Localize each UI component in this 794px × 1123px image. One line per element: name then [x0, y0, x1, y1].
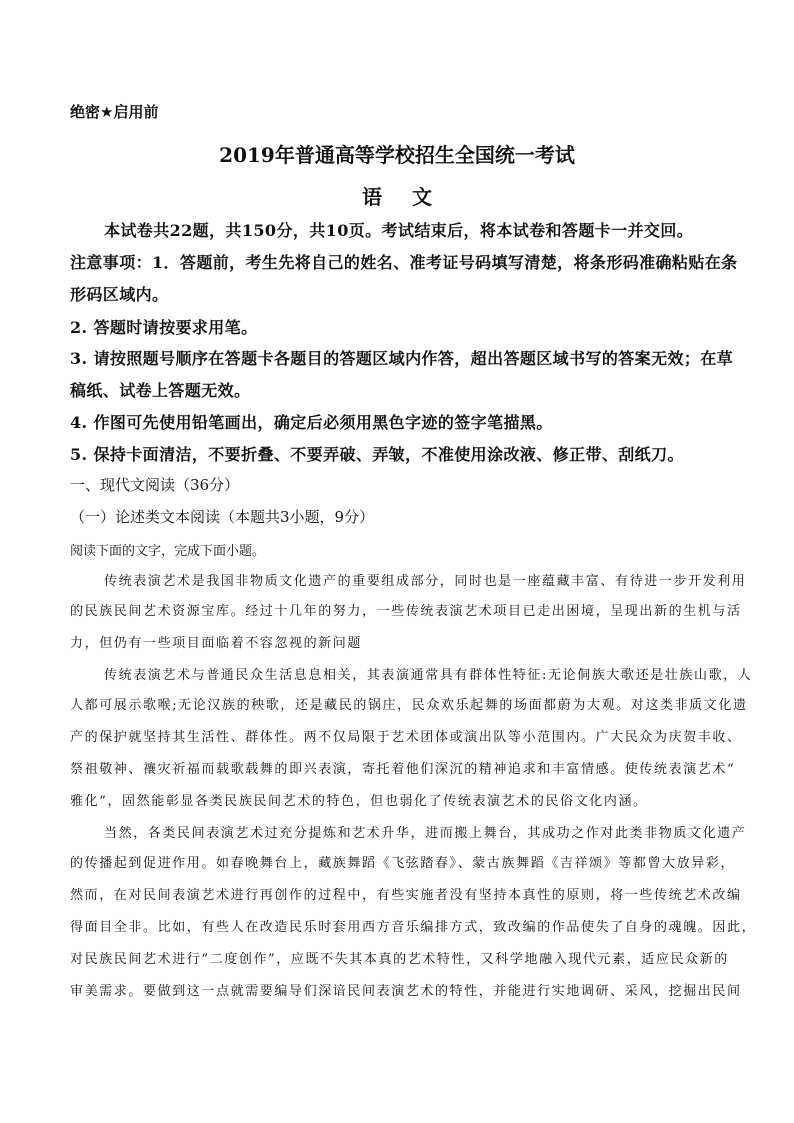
subject-title: 语文 [362, 185, 462, 209]
reading-instruction: 阅读下面的文字，完成下面小题。 [70, 544, 266, 559]
passage-line: 当然，各类民间表演艺术过充分提炼和艺术升华，进而搬上舞台，其成功之作对此类非物质文化遗产 [104, 826, 747, 841]
passage-line: 的民族民间艺术资源宝库。经过十几年的努力，一些传统表演艺术项目已走出困境，呈现出新的生机与活 [70, 604, 742, 619]
passage-line: 传统表演艺术与普通民众生活息息相关，其表演通常具有群体性特征:无论侗族大歌还是壮族山歌，人 [104, 668, 753, 683]
passage-line: 的传播起到促进作用。如春晚舞台上，藏族舞蹈《飞弦踏春》、蒙古族舞蹈《吉祥颂》等都曾大放异彩， [70, 856, 736, 871]
passage-line: 对民族民间艺术进行“二度创作”，应既不失其本真的艺术特性，又科学地融入现代元素，适应民众新的 [70, 952, 729, 967]
notes-line: 2. 答题时请按要求用笔。 [70, 318, 258, 337]
notes-line: 形码区域内。 [70, 285, 169, 304]
exam-title: 2019年普通高等学校招生全国统一考试 [219, 143, 575, 167]
passage-line: 人都可展示歌喉;无论汉族的秧歌，还是藏民的锅庄，民众欢乐起舞的场面都蔚为大观。对这类非质文化遗 [70, 698, 748, 713]
passage-line: 力，但仍有一些项目面临着不容忽视的新问题 [70, 636, 363, 651]
passage-line: 得面目全非。比如，有些人在改造民乐时套用西方音乐编排方式，致改编的作品使失了自身的魂魄。因此， [70, 920, 757, 935]
notes-line: 3. 请按照题号顺序在答题卡各题目的答题区域内作答，超出答题区域书写的答案无效；在草 [70, 349, 734, 368]
notes-line: 4. 作图可先使用铅笔画出，确定后必须用黑色字迹的签字笔描黑。 [70, 413, 553, 432]
section-heading: 一、现代文阅读（36分） [70, 476, 240, 494]
notes-line: 稿纸、试卷上答题无效。 [70, 381, 251, 400]
passage-line: 产的保护就坚持其生活性、群体性。两不仅局限于艺术团体或演出队等小范围内。广大民众为庆贺丰收、 [70, 730, 742, 745]
subsection-heading: （一）论述类文本阅读（本题共3小题，9分） [70, 508, 375, 526]
passage-line: 祭祖敬神、禳灾祈福而载歌载舞的即兴表演，寄托着他们深沉的精神追求和丰富情感。使传统表演艺术“ [70, 762, 736, 777]
notes-line: 5. 保持卡面清洁，不要折叠、不要弄破、弄皱，不准使用涂改液、修正带、刮纸刀。 [70, 445, 684, 464]
passage-line: 传统表演艺术是我国非物质文化遗产的重要组成部分，同时也是一座蕴藏丰富、有待进一步开发利用 [104, 574, 747, 589]
passage-line: 雅化”，固然能彰显各类民族民间艺术的特色，但也弱化了传统表演艺术的民俗文化内涵。 [70, 794, 648, 809]
passage-line: 审美需求。要做到这一点就需要编导们深谙民间表演艺术的特性，并能进行实地调研、采风，挖掘出民间 [70, 984, 742, 999]
notes-line: 注意事项：1．答题前，考生先将自己的姓名、准考证号码填写清楚，将条形码准确粘贴在条 [70, 253, 738, 272]
intro-line: 本试卷共22题，共150分，共10页。考试结束后，将本试卷和答题卡一并交回。 [104, 221, 694, 240]
confidential-mark: 绝密★启用前 [70, 103, 159, 121]
passage-line: 然而，在对民间表演艺术进行再创作的过程中，有些实施者没有坚持本真性的原则，将一些传统艺术改编 [70, 888, 742, 903]
